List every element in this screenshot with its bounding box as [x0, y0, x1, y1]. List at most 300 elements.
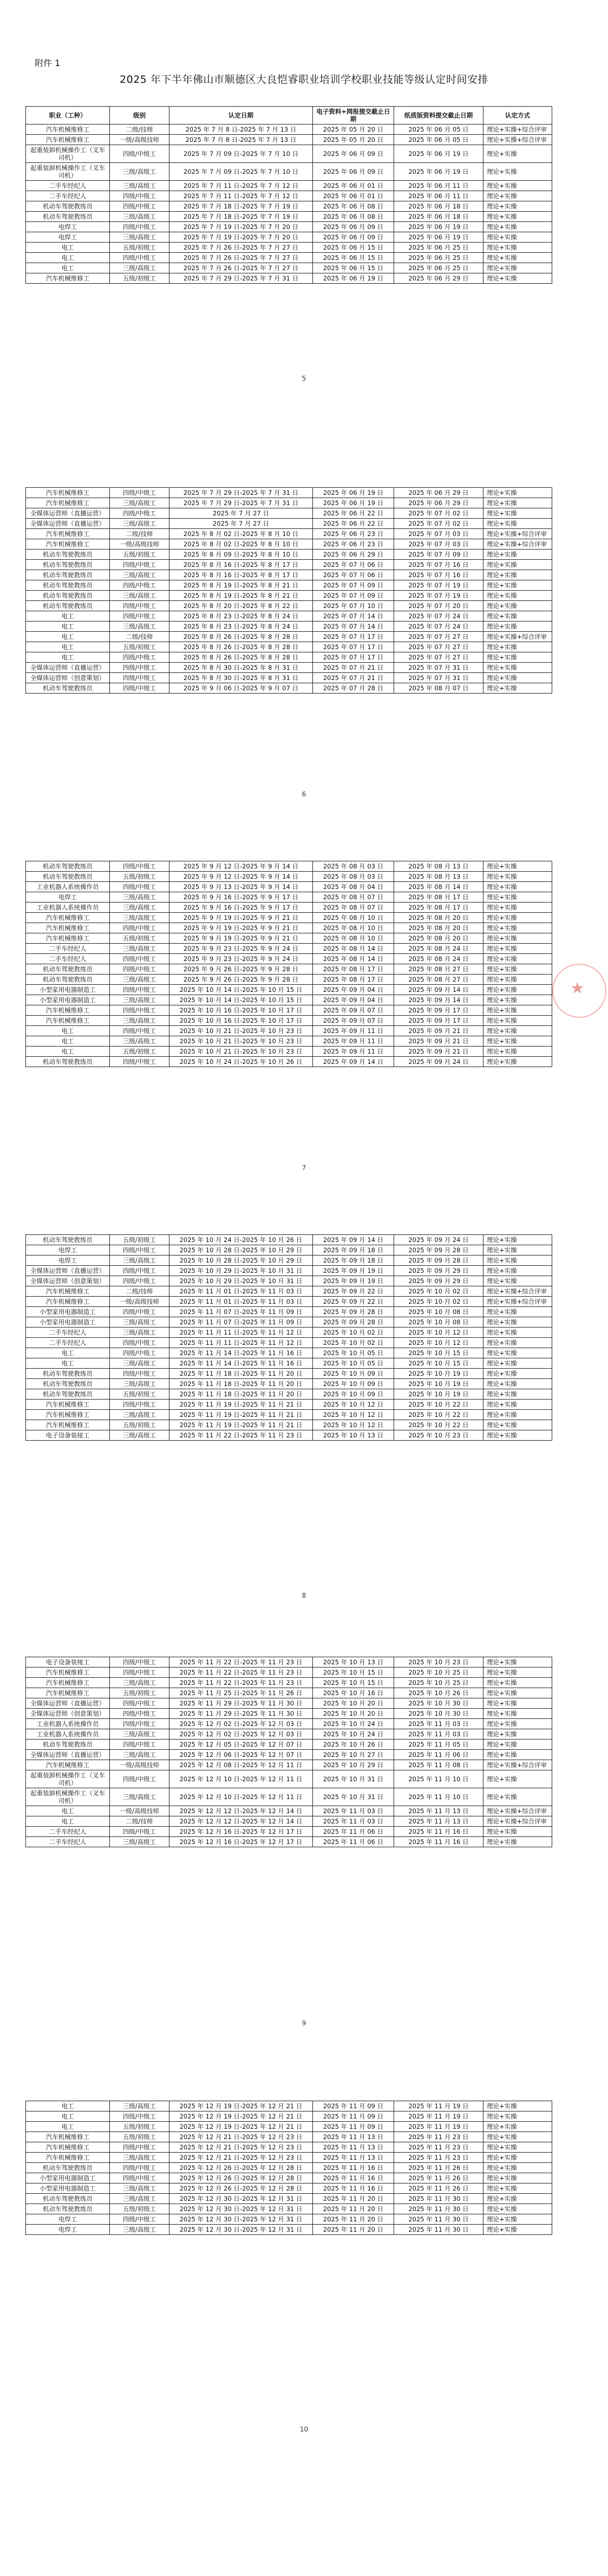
- column-header: 认定日期: [169, 107, 313, 125]
- table-cell: 2025 年 11 月 13 日: [313, 2142, 394, 2153]
- table-row: [26, 181, 552, 191]
- table-row: [26, 663, 552, 673]
- table-row: [26, 1389, 552, 1400]
- table-cell: 四级/中级工: [110, 580, 169, 591]
- table-cell: 2025 年 06 月 22 日: [313, 519, 394, 529]
- table-cell: 2025 年 09 月 04 日: [313, 995, 394, 1005]
- table-cell: 2025 年 10 月 28 日-2025 年 10 月 29 日: [169, 1256, 313, 1266]
- table-cell: 2025 年 12 月 16 日-2025 年 12 月 17 日: [169, 1837, 313, 1847]
- table-cell: 电工: [26, 632, 110, 642]
- table-cell: 2025 年 10 月 15 日: [313, 1678, 394, 1688]
- table-cell: 2025 年 09 月 04 日: [313, 985, 394, 995]
- table-cell: 汽车机械维修工: [26, 1297, 110, 1307]
- table-cell: 2025 年 09 月 07 日: [313, 1016, 394, 1026]
- table-cell: 2025 年 09 月 17 日: [394, 1016, 483, 1026]
- table-row: [26, 1698, 552, 1709]
- table-row: [26, 1297, 552, 1307]
- table-cell: 三级/高级工: [110, 2194, 169, 2204]
- table-cell: 2025 年 06 月 25 日: [394, 253, 483, 263]
- table-cell: 2025 年 7 月 8 日-2025 年 7 月 13 日: [169, 135, 313, 145]
- table-cell: 四级/中级工: [110, 611, 169, 622]
- table-cell: 三级/高级工: [110, 892, 169, 903]
- table-cell: 2025 年 10 月 24 日-2025 年 10 月 26 日: [169, 1235, 313, 1245]
- table-cell: 机动车驾驶教练员: [26, 1057, 110, 1067]
- table-cell: 机动车驾驶教练员: [26, 212, 110, 222]
- table-cell: 2025 年 11 月 11 日-2025 年 11 月 12 日: [169, 1328, 313, 1338]
- table-row: [26, 498, 552, 508]
- table-cell: 四级/中级工: [110, 1338, 169, 1348]
- table-cell: 四级/中级工: [110, 1719, 169, 1729]
- table-cell: 2025 年 09 月 18 日: [313, 1245, 394, 1256]
- table-row: [26, 1657, 552, 1668]
- table-cell: 2025 年 9 月 19 日-2025 年 9 月 21 日: [169, 933, 313, 944]
- table-cell: 2025 年 12 月 19 日-2025 年 12 月 21 日: [169, 2101, 313, 2111]
- table-cell: 2025 年 08 月 07 日: [313, 892, 394, 903]
- table-cell: 2025 年 07 月 24 日: [394, 611, 483, 622]
- table-cell: 理论+实操: [483, 1430, 552, 1441]
- schedule-table: [25, 1657, 552, 1847]
- table-cell: 五级/初级工: [110, 1389, 169, 1400]
- schedule-table: [25, 861, 552, 1067]
- table-cell: 理论+实操: [483, 2214, 552, 2225]
- table-cell: 2025 年 11 月 29 日-2025 年 11 月 30 日: [169, 1698, 313, 1709]
- table-cell: 机动车驾驶教练员: [26, 872, 110, 882]
- table-cell: 电工: [26, 1806, 110, 1816]
- table-cell: 全媒体运营师（创意策划）: [26, 1709, 110, 1719]
- table-cell: 2025 年 10 月 30 日: [394, 1698, 483, 1709]
- table-cell: 理论+实操: [483, 1358, 552, 1369]
- table-row: [26, 1827, 552, 1837]
- table-cell: 理论+实操+综合评审: [483, 135, 552, 145]
- table-cell: 四级/中级工: [110, 201, 169, 212]
- table-cell: 2025 年 10 月 29 日: [313, 1760, 394, 1770]
- table-cell: 2025 年 10 月 02 日: [394, 1286, 483, 1297]
- table-cell: 理论+实操: [483, 163, 552, 181]
- table-cell: 电工: [26, 1047, 110, 1057]
- table-cell: 2025 年 12 月 30 日-2025 年 12 月 31 日: [169, 2194, 313, 2204]
- table-cell: 2025 年 11 月 19 日: [394, 2111, 483, 2122]
- table-cell: 2025 年 8 月 19 日-2025 年 8 月 21 日: [169, 591, 313, 601]
- table-cell: 二级/技师: [110, 1816, 169, 1827]
- table-cell: 2025 年 12 月 21 日-2025 年 12 月 23 日: [169, 2132, 313, 2142]
- table-cell: 三级/高级工: [110, 1430, 169, 1441]
- table-cell: 工业机器人系统操作员: [26, 882, 110, 892]
- table-row: [26, 611, 552, 622]
- table-cell: 2025 年 07 月 19 日: [394, 591, 483, 601]
- table-cell: 理论+实操: [483, 1750, 552, 1760]
- table-row: [26, 632, 552, 642]
- table-cell: 2025 年 06 月 29 日: [394, 273, 483, 284]
- table-cell: 2025 年 10 月 16 日: [313, 1688, 394, 1698]
- table-row: [26, 923, 552, 933]
- table-cell: 一级/高级技师: [110, 539, 169, 550]
- table-cell: 汽车机械维修工: [26, 1678, 110, 1688]
- table-cell: 四级/中级工: [110, 191, 169, 201]
- table-cell: 2025 年 10 月 08 日: [394, 1307, 483, 1317]
- table-cell: 理论+实操: [483, 1657, 552, 1668]
- table-cell: 二手车经纪人: [26, 954, 110, 964]
- table-cell: 四级/中级工: [110, 488, 169, 498]
- table-cell: 2025 年 08 月 24 日: [394, 944, 483, 954]
- table-cell: 2025 年 11 月 30 日: [394, 2194, 483, 2204]
- table-cell: 2025 年 07 月 19 日: [394, 580, 483, 591]
- page-number: 9: [302, 2019, 306, 2027]
- table-cell: 2025 年 09 月 21 日: [394, 1047, 483, 1057]
- table-cell: 理论+实操: [483, 232, 552, 243]
- table-cell: 小型家用电器制造工: [26, 2173, 110, 2183]
- table-cell: 2025 年 9 月 16 日-2025 年 9 月 17 日: [169, 892, 313, 903]
- table-cell: 2025 年 11 月 11 日-2025 年 11 月 12 日: [169, 1338, 313, 1348]
- table-cell: 理论+实操: [483, 212, 552, 222]
- table-cell: 2025 年 09 月 11 日: [313, 1026, 394, 1036]
- table-cell: 2025 年 07 月 17 日: [313, 632, 394, 642]
- table-cell: 2025 年 11 月 22 日-2025 年 11 月 23 日: [169, 1430, 313, 1441]
- table-cell: 2025 年 09 月 24 日: [394, 1235, 483, 1245]
- table-cell: 2025 年 11 月 03 日: [313, 1816, 394, 1827]
- table-cell: 2025 年 06 月 01 日: [313, 191, 394, 201]
- table-cell: 2025 年 08 月 13 日: [394, 861, 483, 872]
- table-cell: 2025 年 10 月 24 日: [313, 1719, 394, 1729]
- table-cell: 2025 年 12 月 26 日-2025 年 12 月 28 日: [169, 2183, 313, 2194]
- schedule-page: [25, 1657, 552, 1847]
- table-row: [26, 591, 552, 601]
- table-cell: 2025 年 11 月 16 日: [313, 2163, 394, 2173]
- table-cell: 理论+实操: [483, 560, 552, 570]
- table-row: [26, 913, 552, 923]
- table-cell: 全媒体运营师（直播运营）: [26, 1750, 110, 1760]
- table-row: [26, 933, 552, 944]
- table-cell: 2025 年 11 月 23 日: [394, 2142, 483, 2153]
- table-cell: 2025 年 12 月 10 日-2025 年 12 月 11 日: [169, 1770, 313, 1788]
- table-cell: 四级/中级工: [110, 1005, 169, 1016]
- table-cell: 2025 年 08 月 10 日: [313, 913, 394, 923]
- table-cell: 四级/中级工: [110, 1266, 169, 1276]
- table-cell: 机动车驾驶教练员: [26, 2194, 110, 2204]
- table-cell: 汽车机械维修工: [26, 1668, 110, 1678]
- table-cell: 四级/中级工: [110, 1827, 169, 1837]
- table-cell: 理论+实操: [483, 2163, 552, 2173]
- table-cell: 2025 年 9 月 19 日-2025 年 9 月 21 日: [169, 913, 313, 923]
- table-cell: 2025 年 10 月 13 日: [313, 1657, 394, 1668]
- table-cell: 理论+实操: [483, 591, 552, 601]
- table-cell: 机动车驾驶教练员: [26, 601, 110, 611]
- document-title: 2025 年下半年佛山市顺德区大良恺睿职业培训学校职业技能等级认定时间安排: [120, 74, 488, 86]
- table-cell: 2025 年 06 月 05 日: [394, 135, 483, 145]
- table-cell: 四级/中级工: [110, 560, 169, 570]
- table-cell: 2025 年 10 月 23 日: [394, 1430, 483, 1441]
- table-row: [26, 201, 552, 212]
- table-cell: 四级/中级工: [110, 2173, 169, 2183]
- table-cell: 2025 年 08 月 27 日: [394, 975, 483, 985]
- table-cell: 理论+实操: [483, 642, 552, 652]
- table-row: [26, 2132, 552, 2142]
- table-cell: 2025 年 7 月 29 日-2025 年 7 月 31 日: [169, 498, 313, 508]
- table-cell: 三级/高级工: [110, 498, 169, 508]
- table-cell: 2025 年 07 月 03 日: [394, 529, 483, 539]
- table-cell: 2025 年 09 月 11 日: [313, 1047, 394, 1057]
- table-cell: 2025 年 07 月 21 日: [313, 663, 394, 673]
- table-cell: 机动车驾驶教练员: [26, 861, 110, 872]
- table-cell: 三级/高级工: [110, 181, 169, 191]
- table-cell: 2025 年 8 月 20 日-2025 年 8 月 22 日: [169, 601, 313, 611]
- table-cell: 2025 年 08 月 24 日: [394, 954, 483, 964]
- table-cell: 2025 年 06 月 15 日: [313, 243, 394, 253]
- table-cell: 2025 年 12 月 21 日-2025 年 12 月 23 日: [169, 2142, 313, 2153]
- table-cell: 2025 年 11 月 25 日-2025 年 11 月 26 日: [169, 1688, 313, 1698]
- table-cell: 起重装卸机械操作工（叉车司机）: [26, 1770, 110, 1788]
- table-cell: 机动车驾驶教练员: [26, 560, 110, 570]
- table-cell: 四级/中级工: [110, 1668, 169, 1678]
- table-cell: 小型家用电器制造工: [26, 985, 110, 995]
- table-cell: 电工: [26, 652, 110, 663]
- table-cell: 全媒体运营师（直播运营）: [26, 508, 110, 519]
- table-cell: 2025 年 07 月 31 日: [394, 673, 483, 683]
- page-number: 7: [302, 1164, 306, 1172]
- table-cell: 汽车机械维修工: [26, 125, 110, 135]
- table-row: [26, 1400, 552, 1410]
- table-cell: 电工: [26, 611, 110, 622]
- table-cell: 理论+实操+综合评审: [483, 125, 552, 135]
- table-cell: 理论+实操: [483, 1688, 552, 1698]
- table-cell: 2025 年 07 月 31 日: [394, 663, 483, 673]
- table-cell: 电工: [26, 642, 110, 652]
- table-cell: 2025 年 10 月 21 日-2025 年 10 月 23 日: [169, 1047, 313, 1057]
- table-cell: 工业机器人系统操作员: [26, 1719, 110, 1729]
- table-cell: 2025 年 06 月 15 日: [313, 263, 394, 273]
- table-row: [26, 2163, 552, 2173]
- table-cell: 电工: [26, 243, 110, 253]
- table-cell: 2025 年 06 月 19 日: [394, 232, 483, 243]
- table-cell: 2025 年 9 月 12 日-2025 年 9 月 14 日: [169, 872, 313, 882]
- table-row: [26, 1688, 552, 1698]
- table-row: [26, 1016, 552, 1026]
- table-cell: 2025 年 06 月 09 日: [313, 145, 394, 163]
- table-cell: 2025 年 11 月 14 日-2025 年 11 月 16 日: [169, 1348, 313, 1358]
- table-cell: 2025 年 11 月 18 日-2025 年 11 月 20 日: [169, 1379, 313, 1389]
- table-cell: 2025 年 7 月 09 日-2025 年 7 月 10 日: [169, 163, 313, 181]
- table-cell: 四级/中级工: [110, 2163, 169, 2173]
- table-cell: 理论+实操: [483, 1827, 552, 1837]
- table-cell: 2025 年 8 月 30 日-2025 年 8 月 31 日: [169, 673, 313, 683]
- annex-label: 附件 1: [35, 58, 61, 68]
- table-row: [26, 2214, 552, 2225]
- table-cell: 汽车机械维修工: [26, 1760, 110, 1770]
- table-cell: 2025 年 11 月 19 日-2025 年 11 月 21 日: [169, 1410, 313, 1420]
- table-cell: 2025 年 09 月 28 日: [394, 1245, 483, 1256]
- table-cell: 四级/中级工: [110, 1709, 169, 1719]
- table-cell: 2025 年 12 月 05 日-2025 年 12 月 07 日: [169, 1740, 313, 1750]
- table-cell: 理论+实操: [483, 488, 552, 498]
- table-cell: 机动车驾驶教练员: [26, 580, 110, 591]
- table-cell: 三级/高级工: [110, 1750, 169, 1760]
- table-cell: 2025 年 12 月 26 日-2025 年 12 月 28 日: [169, 2163, 313, 2173]
- table-cell: 2025 年 09 月 29 日: [394, 1266, 483, 1276]
- table-cell: 三级/高级工: [110, 232, 169, 243]
- table-cell: 2025 年 10 月 16 日-2025 年 10 月 17 日: [169, 1005, 313, 1016]
- table-cell: 2025 年 11 月 22 日-2025 年 11 月 23 日: [169, 1668, 313, 1678]
- table-cell: 2025 年 09 月 22 日: [313, 1286, 394, 1297]
- table-cell: 五级/初级工: [110, 872, 169, 882]
- table-cell: 理论+实操: [483, 1678, 552, 1688]
- table-row: [26, 1770, 552, 1788]
- column-header: 纸质版资料提交截止日期: [394, 107, 483, 125]
- table-cell: 四级/中级工: [110, 1307, 169, 1317]
- table-cell: 2025 年 11 月 01 日-2025 年 11 月 03 日: [169, 1286, 313, 1297]
- table-cell: 电焊工: [26, 222, 110, 232]
- table-cell: 机动车驾驶教练员: [26, 591, 110, 601]
- table-cell: 2025 年 06 月 11 日: [394, 181, 483, 191]
- table-cell: 2025 年 11 月 13 日: [394, 1816, 483, 1827]
- table-row: [26, 892, 552, 903]
- table-cell: 2025 年 10 月 12 日: [394, 1328, 483, 1338]
- table-row: [26, 2225, 552, 2235]
- table-cell: 三级/高级工: [110, 2225, 169, 2235]
- table-cell: 2025 年 07 月 16 日: [394, 560, 483, 570]
- table-cell: 理论+实操: [483, 995, 552, 1005]
- table-cell: 2025 年 07 月 24 日: [394, 622, 483, 632]
- table-cell: 2025 年 11 月 20 日: [313, 2204, 394, 2214]
- table-cell: 2025 年 08 月 20 日: [394, 923, 483, 933]
- table-cell: 汽车机械维修工: [26, 923, 110, 933]
- table-cell: 四级/中级工: [110, 1400, 169, 1410]
- schedule-page: [25, 487, 552, 694]
- table-row: [26, 1379, 552, 1389]
- table-row: [26, 232, 552, 243]
- table-cell: 2025 年 12 月 30 日-2025 年 12 月 31 日: [169, 2204, 313, 2214]
- table-cell: 三级/高级工: [110, 1358, 169, 1369]
- table-cell: 理论+实操: [483, 1389, 552, 1400]
- table-row: [26, 861, 552, 872]
- table-cell: 理论+实操: [483, 519, 552, 529]
- table-cell: 四级/中级工: [110, 673, 169, 683]
- table-cell: 2025 年 08 月 17 日: [313, 975, 394, 985]
- table-cell: 2025 年 12 月 08 日-2025 年 12 月 11 日: [169, 1760, 313, 1770]
- schedule-page: [25, 861, 552, 1067]
- table-cell: 2025 年 11 月 20 日: [313, 2225, 394, 2235]
- table-cell: 三级/高级工: [110, 1317, 169, 1328]
- table-cell: 2025 年 07 月 02 日: [394, 519, 483, 529]
- table-cell: 2025 年 12 月 30 日-2025 年 12 月 31 日: [169, 2214, 313, 2225]
- table-cell: 汽车机械维修工: [26, 529, 110, 539]
- table-cell: 机动车驾驶教练员: [26, 1379, 110, 1389]
- table-cell: 2025 年 06 月 19 日: [394, 222, 483, 232]
- table-cell: 2025 年 08 月 20 日: [394, 913, 483, 923]
- table-cell: 机动车驾驶教练员: [26, 550, 110, 560]
- table-cell: 2025 年 08 月 14 日: [313, 954, 394, 964]
- table-cell: 理论+实操: [483, 1276, 552, 1286]
- table-cell: 理论+实操: [483, 580, 552, 591]
- table-row: [26, 1788, 552, 1806]
- table-cell: 2025 年 08 月 03 日: [313, 861, 394, 872]
- table-cell: 一级/高级技师: [110, 135, 169, 145]
- table-cell: 2025 年 7 月 8 日-2025 年 7 月 13 日: [169, 125, 313, 135]
- table-cell: 理论+实操: [483, 1369, 552, 1379]
- table-cell: 2025 年 09 月 28 日: [313, 1307, 394, 1317]
- table-cell: 四级/中级工: [110, 2214, 169, 2225]
- table-cell: 2025 年 8 月 23 日-2025 年 8 月 24 日: [169, 622, 313, 632]
- table-cell: 2025 年 8 月 26 日-2025 年 8 月 28 日: [169, 632, 313, 642]
- table-cell: 2025 年 12 月 19 日-2025 年 12 月 21 日: [169, 2122, 313, 2132]
- table-cell: 四级/中级工: [110, 652, 169, 663]
- table-cell: 2025 年 9 月 16 日-2025 年 9 月 17 日: [169, 903, 313, 913]
- table-cell: 三级/高级工: [110, 2101, 169, 2111]
- table-cell: 2025 年 7 月 18 日-2025 年 7 月 19 日: [169, 201, 313, 212]
- table-cell: 2025 年 11 月 22 日-2025 年 11 月 23 日: [169, 1678, 313, 1688]
- table-cell: 四级/中级工: [110, 508, 169, 519]
- table-cell: 理论+实操+综合评审: [483, 632, 552, 642]
- table-cell: 2025 年 12 月 12 日-2025 年 12 月 14 日: [169, 1806, 313, 1816]
- table-row: [26, 1760, 552, 1770]
- table-cell: 汽车机械维修工: [26, 1286, 110, 1297]
- column-header: 认定方式: [483, 107, 552, 125]
- table-cell: 2025 年 07 月 06 日: [313, 570, 394, 580]
- table-cell: 三级/高级工: [110, 1678, 169, 1688]
- table-row: [26, 652, 552, 663]
- table-cell: 2025 年 08 月 14 日: [394, 882, 483, 892]
- table-cell: 2025 年 06 月 09 日: [313, 163, 394, 181]
- table-cell: 2025 年 09 月 18 日: [313, 1256, 394, 1266]
- table-cell: 电工: [26, 622, 110, 632]
- table-cell: 理论+实操: [483, 923, 552, 933]
- table-cell: 2025 年 06 月 19 日: [313, 273, 394, 284]
- page-number: 5: [302, 375, 306, 382]
- table-cell: 2025 年 10 月 02 日: [313, 1338, 394, 1348]
- table-cell: 三级/高级工: [110, 2183, 169, 2194]
- table-cell: 2025 年 06 月 25 日: [394, 243, 483, 253]
- table-cell: 2025 年 08 月 07 日: [313, 903, 394, 913]
- table-cell: 2025 年 08 月 17 日: [313, 964, 394, 975]
- table-row: [26, 964, 552, 975]
- table-cell: 理论+实操: [483, 872, 552, 882]
- table-cell: 2025 年 8 月 09 日-2025 年 8 月 10 日: [169, 550, 313, 560]
- table-cell: 理论+实操: [483, 683, 552, 694]
- table-cell: 2025 年 10 月 22 日: [394, 1400, 483, 1410]
- table-cell: 理论+实操: [483, 253, 552, 263]
- table-cell: 2025 年 10 月 21 日-2025 年 10 月 23 日: [169, 1026, 313, 1036]
- table-cell: 2025 年 06 月 19 日: [313, 488, 394, 498]
- table-cell: 理论+实操: [483, 1770, 552, 1788]
- table-cell: 五级/初级工: [110, 1688, 169, 1698]
- column-header: 级别: [110, 107, 169, 125]
- table-row: [26, 872, 552, 882]
- table-cell: 汽车机械维修工: [26, 1016, 110, 1026]
- table-cell: 理论+实操: [483, 2111, 552, 2122]
- table-cell: 一级/高级技师: [110, 1297, 169, 1307]
- table-cell: 2025 年 06 月 08 日: [313, 212, 394, 222]
- table-cell: 2025 年 10 月 31 日: [313, 1770, 394, 1788]
- table-cell: 2025 年 11 月 26 日: [394, 2173, 483, 2183]
- table-row: [26, 1005, 552, 1016]
- table-cell: 2025 年 11 月 23 日: [394, 2153, 483, 2163]
- table-row: [26, 1369, 552, 1379]
- table-row: [26, 2101, 552, 2111]
- table-cell: 2025 年 11 月 19 日-2025 年 11 月 21 日: [169, 1420, 313, 1430]
- table-cell: 四级/中级工: [110, 1740, 169, 1750]
- schedule-table: [25, 1234, 552, 1441]
- table-cell: 2025 年 07 月 10 日: [313, 601, 394, 611]
- table-cell: 全媒体运营师（直播运营）: [26, 663, 110, 673]
- table-cell: 2025 年 11 月 18 日-2025 年 11 月 20 日: [169, 1389, 313, 1400]
- table-cell: 理论+实操: [483, 1740, 552, 1750]
- table-cell: 理论+实操: [483, 1245, 552, 1256]
- table-cell: 2025 年 07 月 27 日: [394, 632, 483, 642]
- table-row: [26, 995, 552, 1005]
- table-cell: 理论+实操+综合评审: [483, 529, 552, 539]
- table-row: [26, 550, 552, 560]
- column-header: 职业（工种）: [26, 107, 110, 125]
- table-cell: 2025 年 10 月 26 日: [313, 1740, 394, 1750]
- table-cell: 工业机器人系统操作员: [26, 1729, 110, 1740]
